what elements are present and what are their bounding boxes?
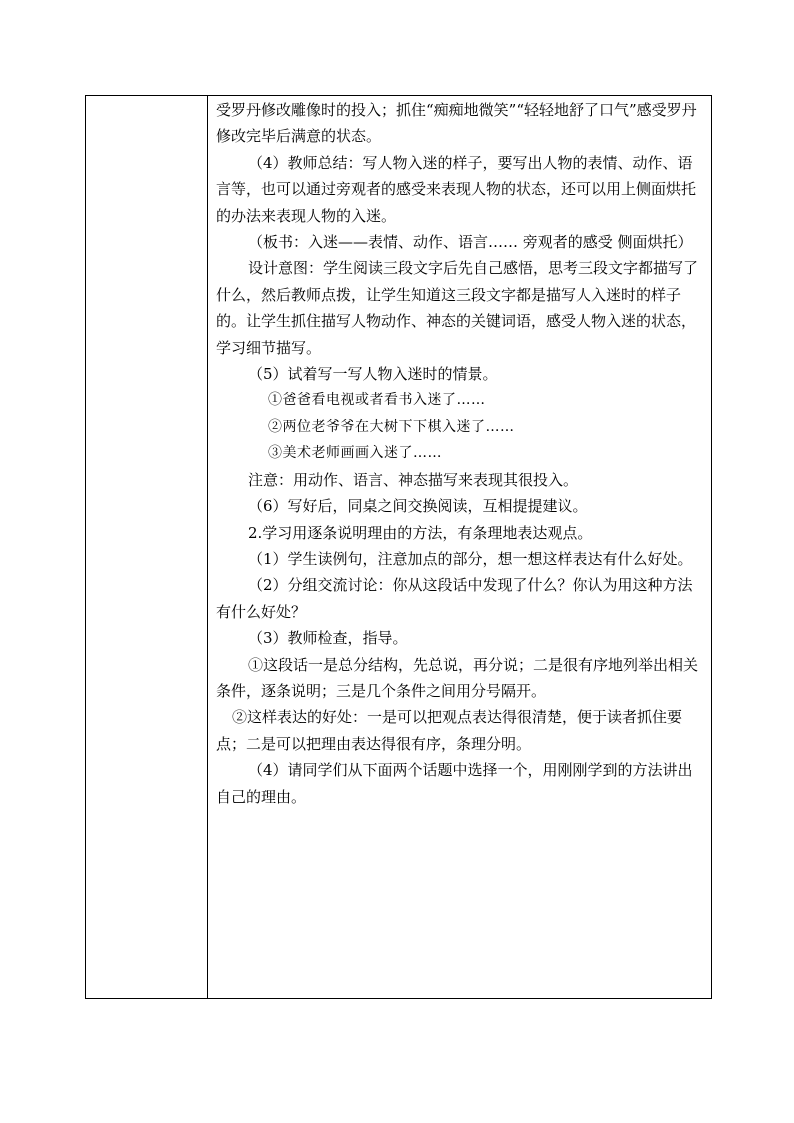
paragraph-note: 注意：用动作、语言、神态描写来表现其很投入。	[248, 470, 579, 489]
paragraph-board-notes: （板书：入迷——表情、动作、语言…… 旁观者的感受 侧面烘托）	[248, 233, 693, 252]
right-column-cell	[208, 96, 712, 999]
table-row	[86, 96, 712, 999]
paragraph-benefit-point: ②这样表达的好处：一是可以把观点表达得很清楚，便于读者抓住要点；二是可以把理由表达得很有序，条理分明。	[216, 708, 683, 753]
lesson-content	[208, 96, 711, 810]
left-column-cell	[86, 96, 208, 999]
paragraph-choose-topic: （4）请同学们从下面两个话题中选择一个，用刚刚学到的方法讲出自己的理由。	[216, 761, 693, 806]
paragraph-design-intent: 设计意图：学生阅读三段文字后先自己感悟，思考三段文字都描写了什么，然后教师点拨，让学生知道这三段文字都是描写人入迷时的样子的。让学生抓住描写人物动作、神态的关键词语，感受人物入迷的状态，学习细节描写。	[216, 259, 699, 357]
paragraph-teacher-check: （3）教师检查，指导。	[248, 629, 408, 648]
lesson-plan-table	[85, 95, 712, 999]
paragraph-read-example: （1）学生读例句，注意加点的部分，想一想这样表达有什么好处。	[248, 549, 693, 568]
paragraph-writing-task: （5）试着写一写人物入迷时的情景。	[248, 365, 498, 384]
paragraph-rodin-state: 受罗丹修改雕像时的投入；抓住“痴痴地微笑”“轻轻地舒了口气”感受罗丹修改完毕后满意的状态。	[216, 101, 697, 146]
paragraph-structure-point: ①这段话一是总分结构，先总说，再分说；二是很有序地列举出相关条件，逐条说明；三是几个条件之间用分号隔开。	[216, 655, 699, 700]
paragraph-teacher-summary: （4）教师总结：写人物入迷的样子，要写出人物的表情、动作、语言等，也可以通过旁观者的感受来表现人物的状态，还可以用上侧面烘托的办法来表现人物的入迷。	[216, 153, 697, 225]
example-item-1: ①爸爸看电视或者看书入迷了……	[268, 392, 486, 409]
paragraph-section-2-heading: 2.学习用逐条说明理由的方法，有条理地表达观点。	[248, 523, 593, 542]
example-item-2: ②两位老爷爷在大树下下棋入迷了……	[268, 418, 515, 435]
paragraph-group-discussion: （2）分组交流讨论：你从这段话中发现了什么？你认为用这种方法有什么好处？	[216, 576, 693, 621]
paragraph-peer-review: （6）写好后，同桌之间交换阅读，互相提提建议。	[248, 497, 588, 516]
example-item-3: ③美术老师画画入迷了……	[268, 445, 442, 462]
